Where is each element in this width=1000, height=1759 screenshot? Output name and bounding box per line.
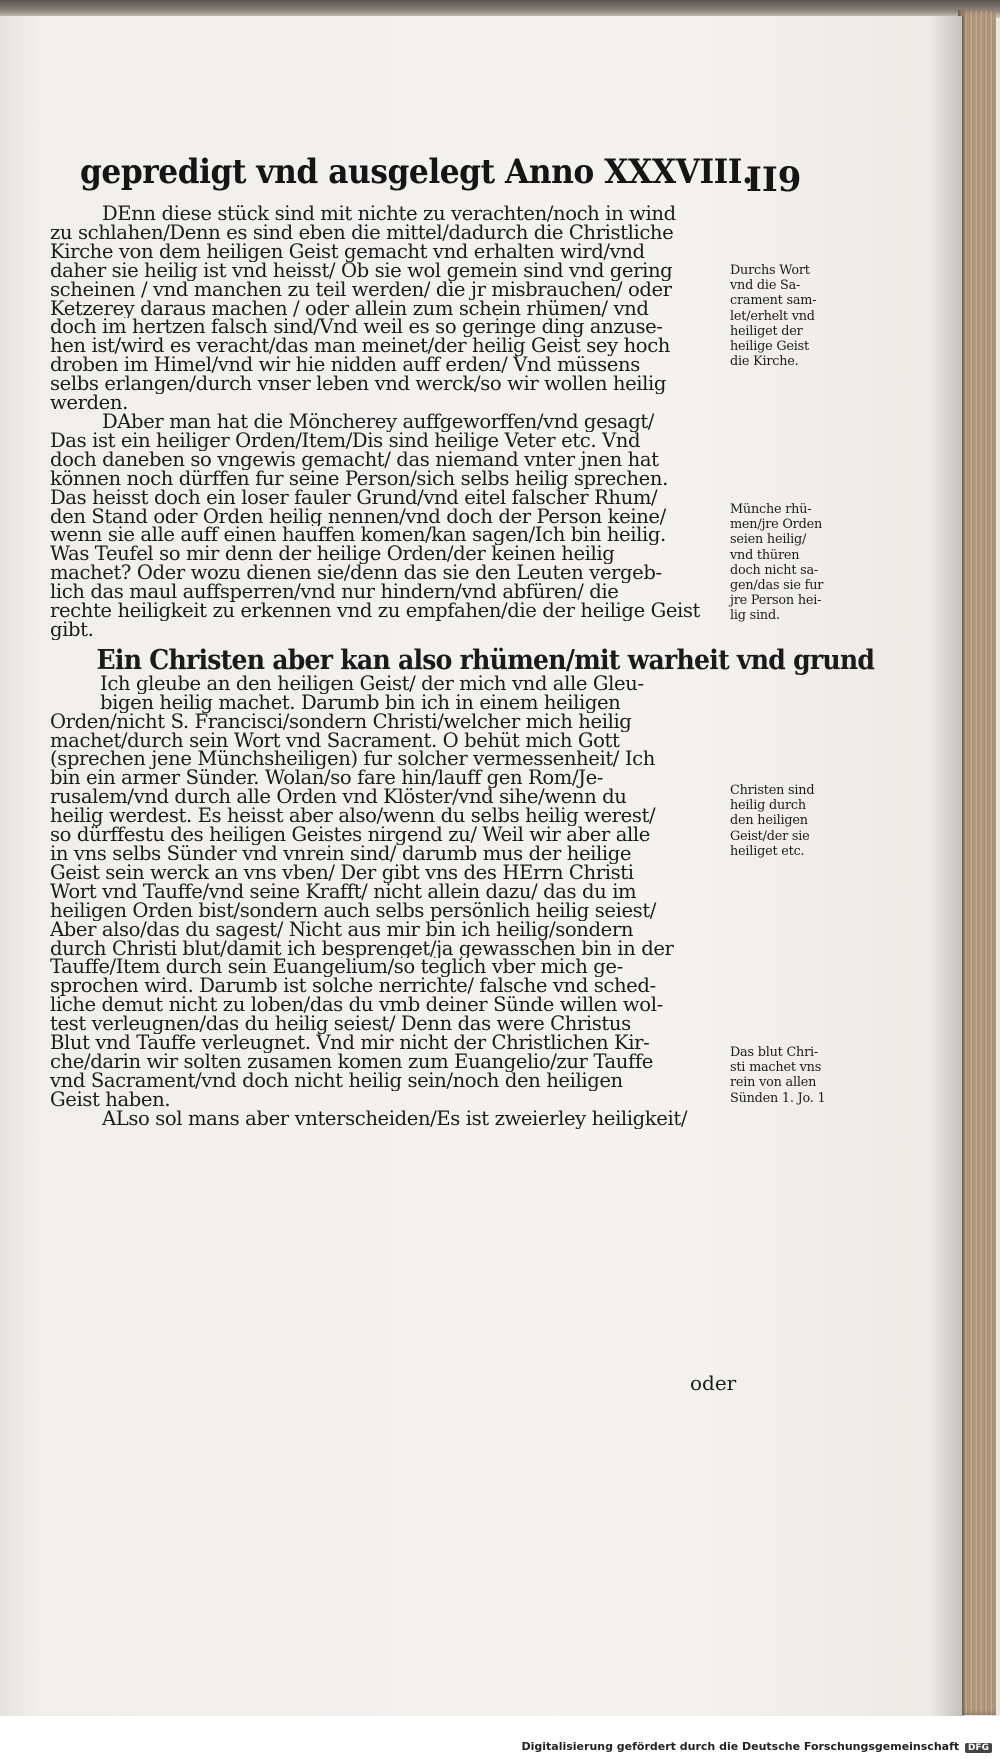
running-head: gepredigt vnd ausgelegt Anno XXXVIII. [80, 152, 753, 192]
text-line: DEnn diese stück sind mit nichte zu verachten/noch in wind [102, 205, 676, 224]
paragraph [50, 413, 732, 640]
gloss-line: jre Person hei- [730, 593, 822, 609]
text-line: in vns selbs Sünder vnd vnrein sind/ darumb mus der heilige [50, 845, 632, 864]
text-line: Orden/nicht S. Francisci/sondern Christi/welcher mich heilig [50, 712, 632, 732]
gloss-line: heilige Geist [730, 339, 809, 355]
text-line: Das ist ein heiliger Orden/Item/Dis sind heilige Veter etc. Vnd [50, 431, 641, 451]
gloss-line: sti machet vns [730, 1060, 822, 1076]
text-line: rusalem/vnd durch alle Orden vnd Klöster/vnd sihe/wenn du [50, 788, 627, 808]
text-line: hen ist/wird es veracht/das man meinet/der heilig Geist sey hoch [50, 337, 670, 357]
marginal-gloss [730, 502, 854, 624]
text-line: heilig werdest. Es heisst aber also/wenn du selbs heilig werest/ [50, 807, 656, 827]
gloss-line: heiliget der [730, 323, 803, 339]
text-line: Ich gleube an den heiligen Geist/ der mich vnd alle Gleu- [100, 674, 644, 694]
text-line: test verleugnen/das du heilig seiest/ Denn das were Christus [50, 1015, 631, 1035]
text-line: heiligen Orden bist/sondern auch selbs persönlich heilig seiest/ [50, 901, 657, 921]
text-line: zu schlahen/Denn es sind eben die mittel/dadurch die Christliche [50, 223, 674, 243]
text-line: Das heisst doch ein loser fauler Grund/vnd eitel falscher Rhum/ [50, 488, 658, 508]
gloss-line: lig sind. [730, 608, 780, 624]
catchword: oder [690, 1371, 737, 1395]
text-line: rechte heiligkeit zu erkennen vnd zu empfahen/die der heilige Geist [50, 602, 701, 621]
text-line: sprochen wird. Darumb ist solche nerrichte/ falsche vnd sched- [50, 977, 656, 997]
text-line: doch im hertzen falsch sind/Vnd weil es so geringe ding anzuse- [50, 318, 663, 338]
dfg-logo: DFG [965, 1743, 992, 1753]
marginal-gloss [730, 263, 854, 369]
gloss-line: Das blut Chri- [730, 1045, 819, 1060]
text-line: Geist sein werck an vns vben/ Der gibt vns des HErrn Christi [50, 863, 634, 883]
paragraph [50, 1110, 732, 1129]
gloss-line: Christen sind [730, 783, 815, 798]
footer-credit [521, 1740, 992, 1753]
gloss-line: rein von allen [730, 1075, 817, 1091]
text-line: den Stand oder Orden heilig nennen/vnd doch der Person keine/ [50, 507, 666, 527]
text-line: liche demut nicht zu loben/das du vmb deiner Sünde willen wol- [50, 996, 663, 1016]
text-line: bin ein armer Sünder. Wolan/so fare hin/lauff gen Rom/Je- [50, 769, 604, 789]
gloss-line: Durchs Wort [730, 263, 810, 278]
gloss-line: men/jre Orden [730, 517, 823, 533]
gloss-line: crament sam- [730, 293, 817, 309]
gloss-line: vnd die Sa- [730, 278, 801, 294]
text-line: durch Christi blut/damit ich besprenget/ja gewasschen bin in der [50, 939, 674, 959]
text-line: daher sie heilig ist vnd heisst/ Ob sie wol gemein sind vnd gering [50, 261, 673, 281]
text-line: gibt. [50, 620, 94, 640]
text-line: Tauffe/Item durch sein Euangelium/so teglich vber mich ge- [50, 958, 623, 978]
gloss-line: Sünden 1. Jo. 1 [730, 1090, 826, 1106]
page-gutter-shadow [930, 16, 964, 1716]
gloss-line: Münche rhü- [730, 502, 812, 517]
text-line: bigen heilig machet. Darumb bin ich in einem heiligen [100, 693, 621, 713]
text-line: können noch dürffen fur seine Person/sich selbs heilig sprechen. [50, 469, 668, 489]
text-line: Aber also/das du sagest/ Nicht aus mir bin ich heilig/sondern [50, 920, 634, 940]
text-line: machet? Oder wozu dienen sie/denn das sie den Leuten vergeb- [50, 564, 662, 584]
text-line: werden. [50, 394, 128, 413]
gloss-line: heiliget etc. [730, 843, 805, 859]
section-heading-line: Ein Christen aber kan also rhümen/mit warheit vnd grund [96, 644, 875, 676]
text-line: Was Teufel so mir denn der heilige Orden/der keinen heilig [50, 545, 615, 565]
text-line: wenn sie alle auff einen hauffen komen/kan sagen/Ich bin heilig. [50, 526, 666, 546]
text-line: so dürffestu des heiligen Geistes nirgend zu/ Weil wir aber alle [50, 826, 650, 845]
text-line: che/darin wir solten zusamen komen zum Euangelio/zur Tauffe [50, 1052, 653, 1072]
text-line: Kirche von dem heiligen Geist gemacht vnd erhalten wird/vnd [50, 242, 645, 262]
gloss-line: seien heilig/ [730, 532, 807, 548]
text-line: lich das maul auffsperren/vnd nur hindern/vnd abfüren/ die [50, 583, 619, 603]
paragraph [50, 205, 732, 413]
gloss-line: gen/das sie fur [730, 578, 824, 594]
text-line: doch daneben so vngewis gemacht/ das niemand vnter jnen hat [50, 450, 659, 470]
text-line: (sprechen jene Münchsheiligen) fur solcher vermessenheit/ Ich [50, 750, 655, 770]
text-line: Wort vnd Tauffe/vnd seine Krafft/ nicht allein dazu/ das du im [50, 882, 637, 902]
gloss-line: den heiligen [730, 813, 808, 829]
text-line: Blut vnd Tauffe verleugnet. Vnd mir nicht der Christlichen Kir- [50, 1034, 650, 1053]
gloss-line: vnd thüren [730, 547, 800, 563]
text-line: DAber man hat die Möncherey auffgeworffen/vnd gesagt/ [102, 412, 655, 432]
gloss-line: let/erhelt vnd [730, 308, 815, 324]
text-line: selbs erlangen/durch vnser leben vnd werck/so wir wollen heilig [50, 375, 667, 395]
text-line: ALso sol mans aber vnterscheiden/Es ist zweierley heiligkeit/ [102, 1109, 688, 1129]
folio-number: II9 [746, 160, 802, 200]
text-line: droben im Himel/vnd wir hie nidden auff erden/ Vnd müssens [50, 356, 640, 376]
footer-credit-text: Digitalisierung gefördert durch die Deutsche Forschungsgemeinschaft [521, 1740, 960, 1753]
marginal-gloss [730, 783, 854, 859]
marginal-gloss [730, 1045, 854, 1106]
gloss-line: heilig durch [730, 798, 806, 814]
gloss-line: die Kirche. [730, 354, 799, 370]
text-line: Ketzerey daraus machen / oder allein zum schein rhümen/ vnd [50, 299, 649, 319]
text-line: scheinen / vnd manchen zu teil werden/ die jr misbrauchen/ oder [50, 280, 672, 300]
gloss-line: doch nicht sa- [730, 562, 819, 578]
gloss-line: Geist/der sie [730, 828, 810, 844]
text-line: machet/durch sein Wort vnd Sacrament. O behüt mich Gott [50, 731, 620, 751]
text-line: vnd Sacrament/vnd doch nicht heilig sein/noch den heiligen [50, 1071, 623, 1091]
text-line: Geist haben. [50, 1090, 171, 1110]
